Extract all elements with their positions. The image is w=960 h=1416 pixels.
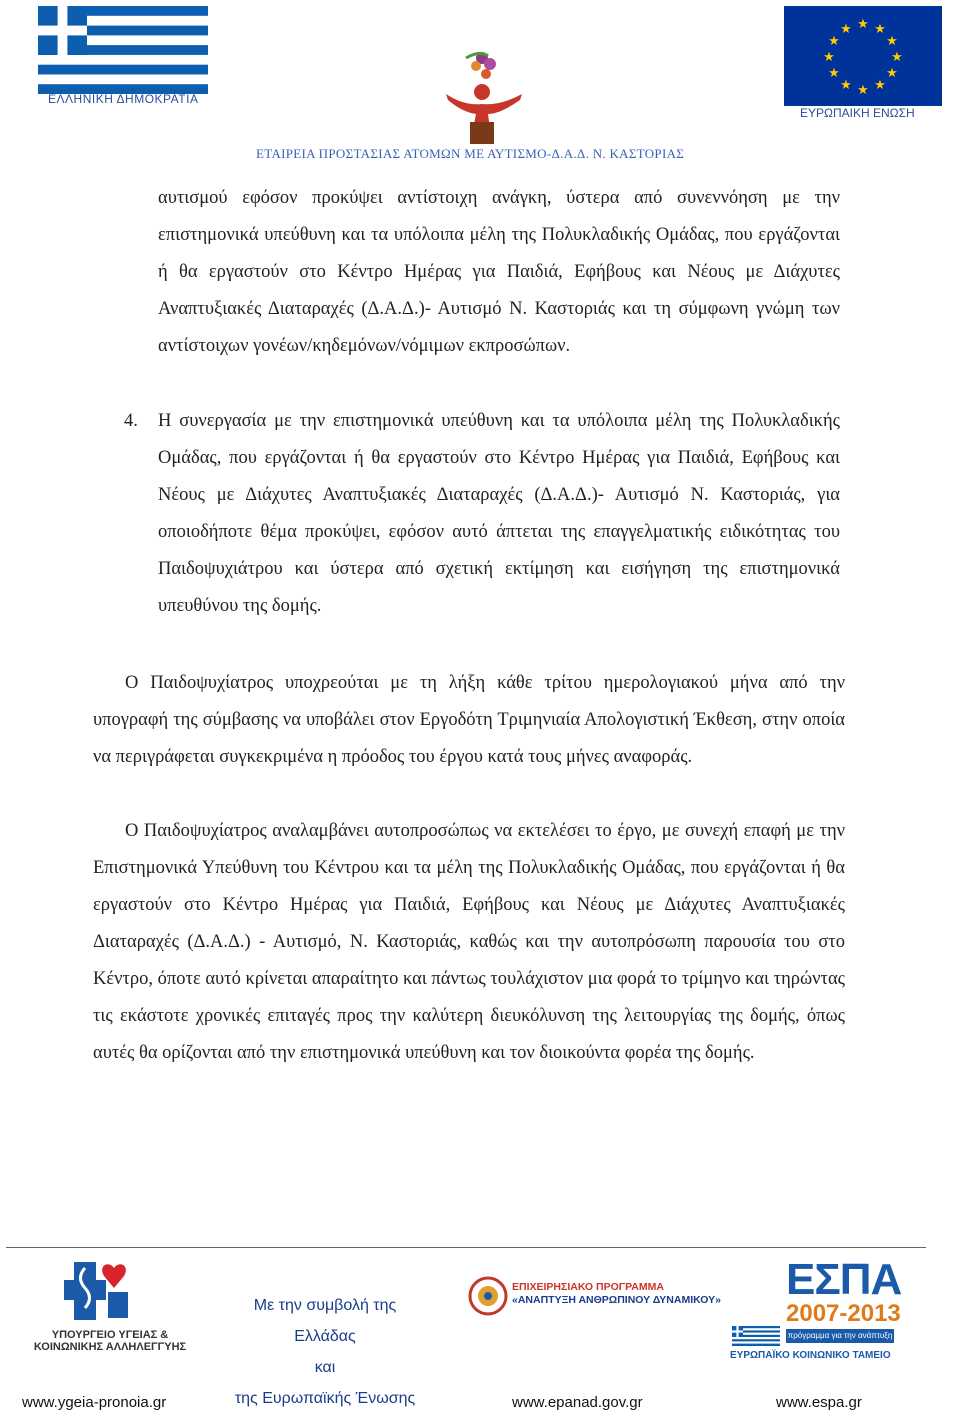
svg-text:★: ★ xyxy=(828,66,840,81)
funding-line-2: Ελλάδας xyxy=(294,1328,356,1345)
espa-fund: ΕΥΡΩΠΑΪΚΟ ΚΟΙΝΩΝΙΚΟ ΤΑΜΕΙΟ xyxy=(730,1350,891,1361)
ministry-caption: ΥΠΟΥΡΓΕΙΟ ΥΓΕΙΑΣ & ΚΟΙΝΩΝΙΚΗΣ ΑΛΛΗΛΕΓΓΥΗΣ xyxy=(33,1329,187,1353)
eu-flag xyxy=(784,6,942,106)
ministry-logo-icon xyxy=(64,1258,134,1324)
espa-years: 2007-2013 xyxy=(786,1300,901,1327)
paragraph-report: Ο Παιδοψυχίατρος υποχρεούται με τη λήξη κάθε τρίτου ημερολογιακού μήνα από την υπογραφή της σύμβασης να υποβάλει στον Εργοδότη Τριμηνιαία Απολογιστική Έκθεση, στην οποία να περιγράφεται συγκεκριμένα η πρόοδος του έργου κατά τους μήνες αναφοράς. xyxy=(93,673,845,767)
greek-republic-caption: ΕΛΛΗΝΙΚΗ ΔΗΜΟΚΡΑΤΙΑ xyxy=(48,92,199,106)
list-number-4: 4. xyxy=(124,411,138,431)
funding-line-1: Με την συμβολή της xyxy=(253,1297,397,1314)
operational-program-text xyxy=(512,1281,752,1307)
url-ministry[interactable]: www.ygeia-pronoia.gr xyxy=(22,1394,167,1411)
funding-statement xyxy=(230,1290,420,1414)
paragraph-personal-execution: Ο Παιδοψυχίατρος αναλαμβάνει αυτοπροσώπως να εκτελέσει το έργο, με συνεχή επαφή με την Επιστημονικά Υπεύθυνη του Κέντρου και τα μέλη της Πολυκλαδικής Ομάδας, που εργάζονται ή θα εργαστούν στο Κέντρο Ημέρας για Παιδιά, Εφήβους και Νέους με Διάχυτες Αναπτυξιακές Διαταραχές (Δ.Α.Δ.) - Αυτισμό, Ν. Καστοριάς, καθώς και την αυτοπρόσωπη παρουσία του στο Κέντρο, όποτε αυτό κρίνεται απαραίτητο και πάντως τουλάχιστον μια φορά το τρίμηνο και τηρώντας τις εκάστοτε χρονικές επιταγές προς την καλύτερη διευκόλυνση της λειτουργίας της δομής, όπως αυτές θα ορίζονται από την επιστημονικά υπεύθυνη και τον διοικούντα φορέα της δομής. xyxy=(93,821,845,1063)
eu-caption: ΕΥΡΩΠΑΙΚΗ ΕΝΩΣΗ xyxy=(800,106,915,120)
url-espa[interactable]: www.espa.gr xyxy=(776,1394,862,1411)
svg-text:★: ★ xyxy=(874,78,886,93)
svg-text:★: ★ xyxy=(886,66,898,81)
program-line-2: «ΑΝΑΠΤΥΞΗ ΑΝΘΡΩΠΙΝΟΥ ΔΥΝΑΜΙΚΟΥ» xyxy=(512,1294,721,1306)
svg-text:★: ★ xyxy=(857,17,869,32)
svg-text:★: ★ xyxy=(840,78,852,93)
espa-slogan: πρόγραμμα για την ανάπτυξη xyxy=(786,1329,894,1343)
svg-text:★: ★ xyxy=(823,50,835,65)
svg-text:★: ★ xyxy=(840,22,852,37)
greek-flag-small-icon xyxy=(732,1326,780,1346)
footer-divider xyxy=(6,1247,926,1248)
paragraph-continued: αυτισμού εφόσον προκύψει αντίστοιχη ανάγκη, ύστερα από συνεννόηση με την επιστημονικά υπεύθυνη και τα υπόλοιπα μέλη της Πολυκλαδικής Ομάδας, που εργάζονται ή θα εργαστούν στο Κέντρο Ημέρας για Παιδιά, Εφήβους και Νέους με Διάχυτες Αναπτυξιακές Διαταραχές (Δ.Α.Δ.)- Αυτισμό Ν. Καστοριάς και τη σύμφωνη γνώμη των αντίστοιχων γονέων/κηδεμόνων/νόμιμων εκπροσώπων. xyxy=(158,188,840,356)
url-epanad[interactable]: www.epanad.gov.gr xyxy=(512,1394,643,1411)
organization-line: ΕΤΑΙΡΕΙΑ ΠΡΟΣΤΑΣΙΑΣ ΑΤΟΜΩΝ ΜΕ ΑΥΤΙΣΜΟ-Δ.Α.Δ. Ν. ΚΑΣΤΟΡΙΑΣ xyxy=(256,146,685,161)
svg-text:★: ★ xyxy=(828,34,840,49)
program-line-1: ΕΠΙΧΕΙΡΗΣΙΑΚΟ ΠΡΟΓΡΑΜΜΑ xyxy=(512,1281,664,1293)
association-logo-icon xyxy=(440,44,528,150)
svg-text:★: ★ xyxy=(874,22,886,37)
list-item-4-text: Η συνεργασία με την επιστημονικά υπεύθυνη και τα υπόλοιπα μέλη της Πολυκλαδικής Ομάδας, που εργάζονται ή θα εργαστούν στο Κέντρο Ημέρας για Παιδιά, Εφήβους και Νέους με Διάχυτες Αναπτυξιακές Διαταραχές (Δ.Α.Δ.)- Αυτισμό Ν. Καστοριάς, για οποιοδήποτε θέμα προκύψει, εφόσον αυτό άπτεται της επαγγελματικής ειδικότητας του Παιδοψυχιάτρου και ύστερα από σχετική εκτίμηση και εισήγηση της επιστημονικά υπευθύνου της δομής. xyxy=(158,411,840,616)
greek-flag xyxy=(38,6,208,94)
espa-title: ΕΣΠΑ xyxy=(786,1255,902,1304)
svg-text:★: ★ xyxy=(886,34,898,49)
funding-line-4: της Ευρωπαϊκής Ένωσης xyxy=(234,1390,416,1407)
svg-text:★: ★ xyxy=(891,50,903,65)
epanad-logo-icon xyxy=(468,1272,508,1320)
funding-line-3: και xyxy=(314,1359,336,1376)
svg-text:★: ★ xyxy=(857,83,869,98)
